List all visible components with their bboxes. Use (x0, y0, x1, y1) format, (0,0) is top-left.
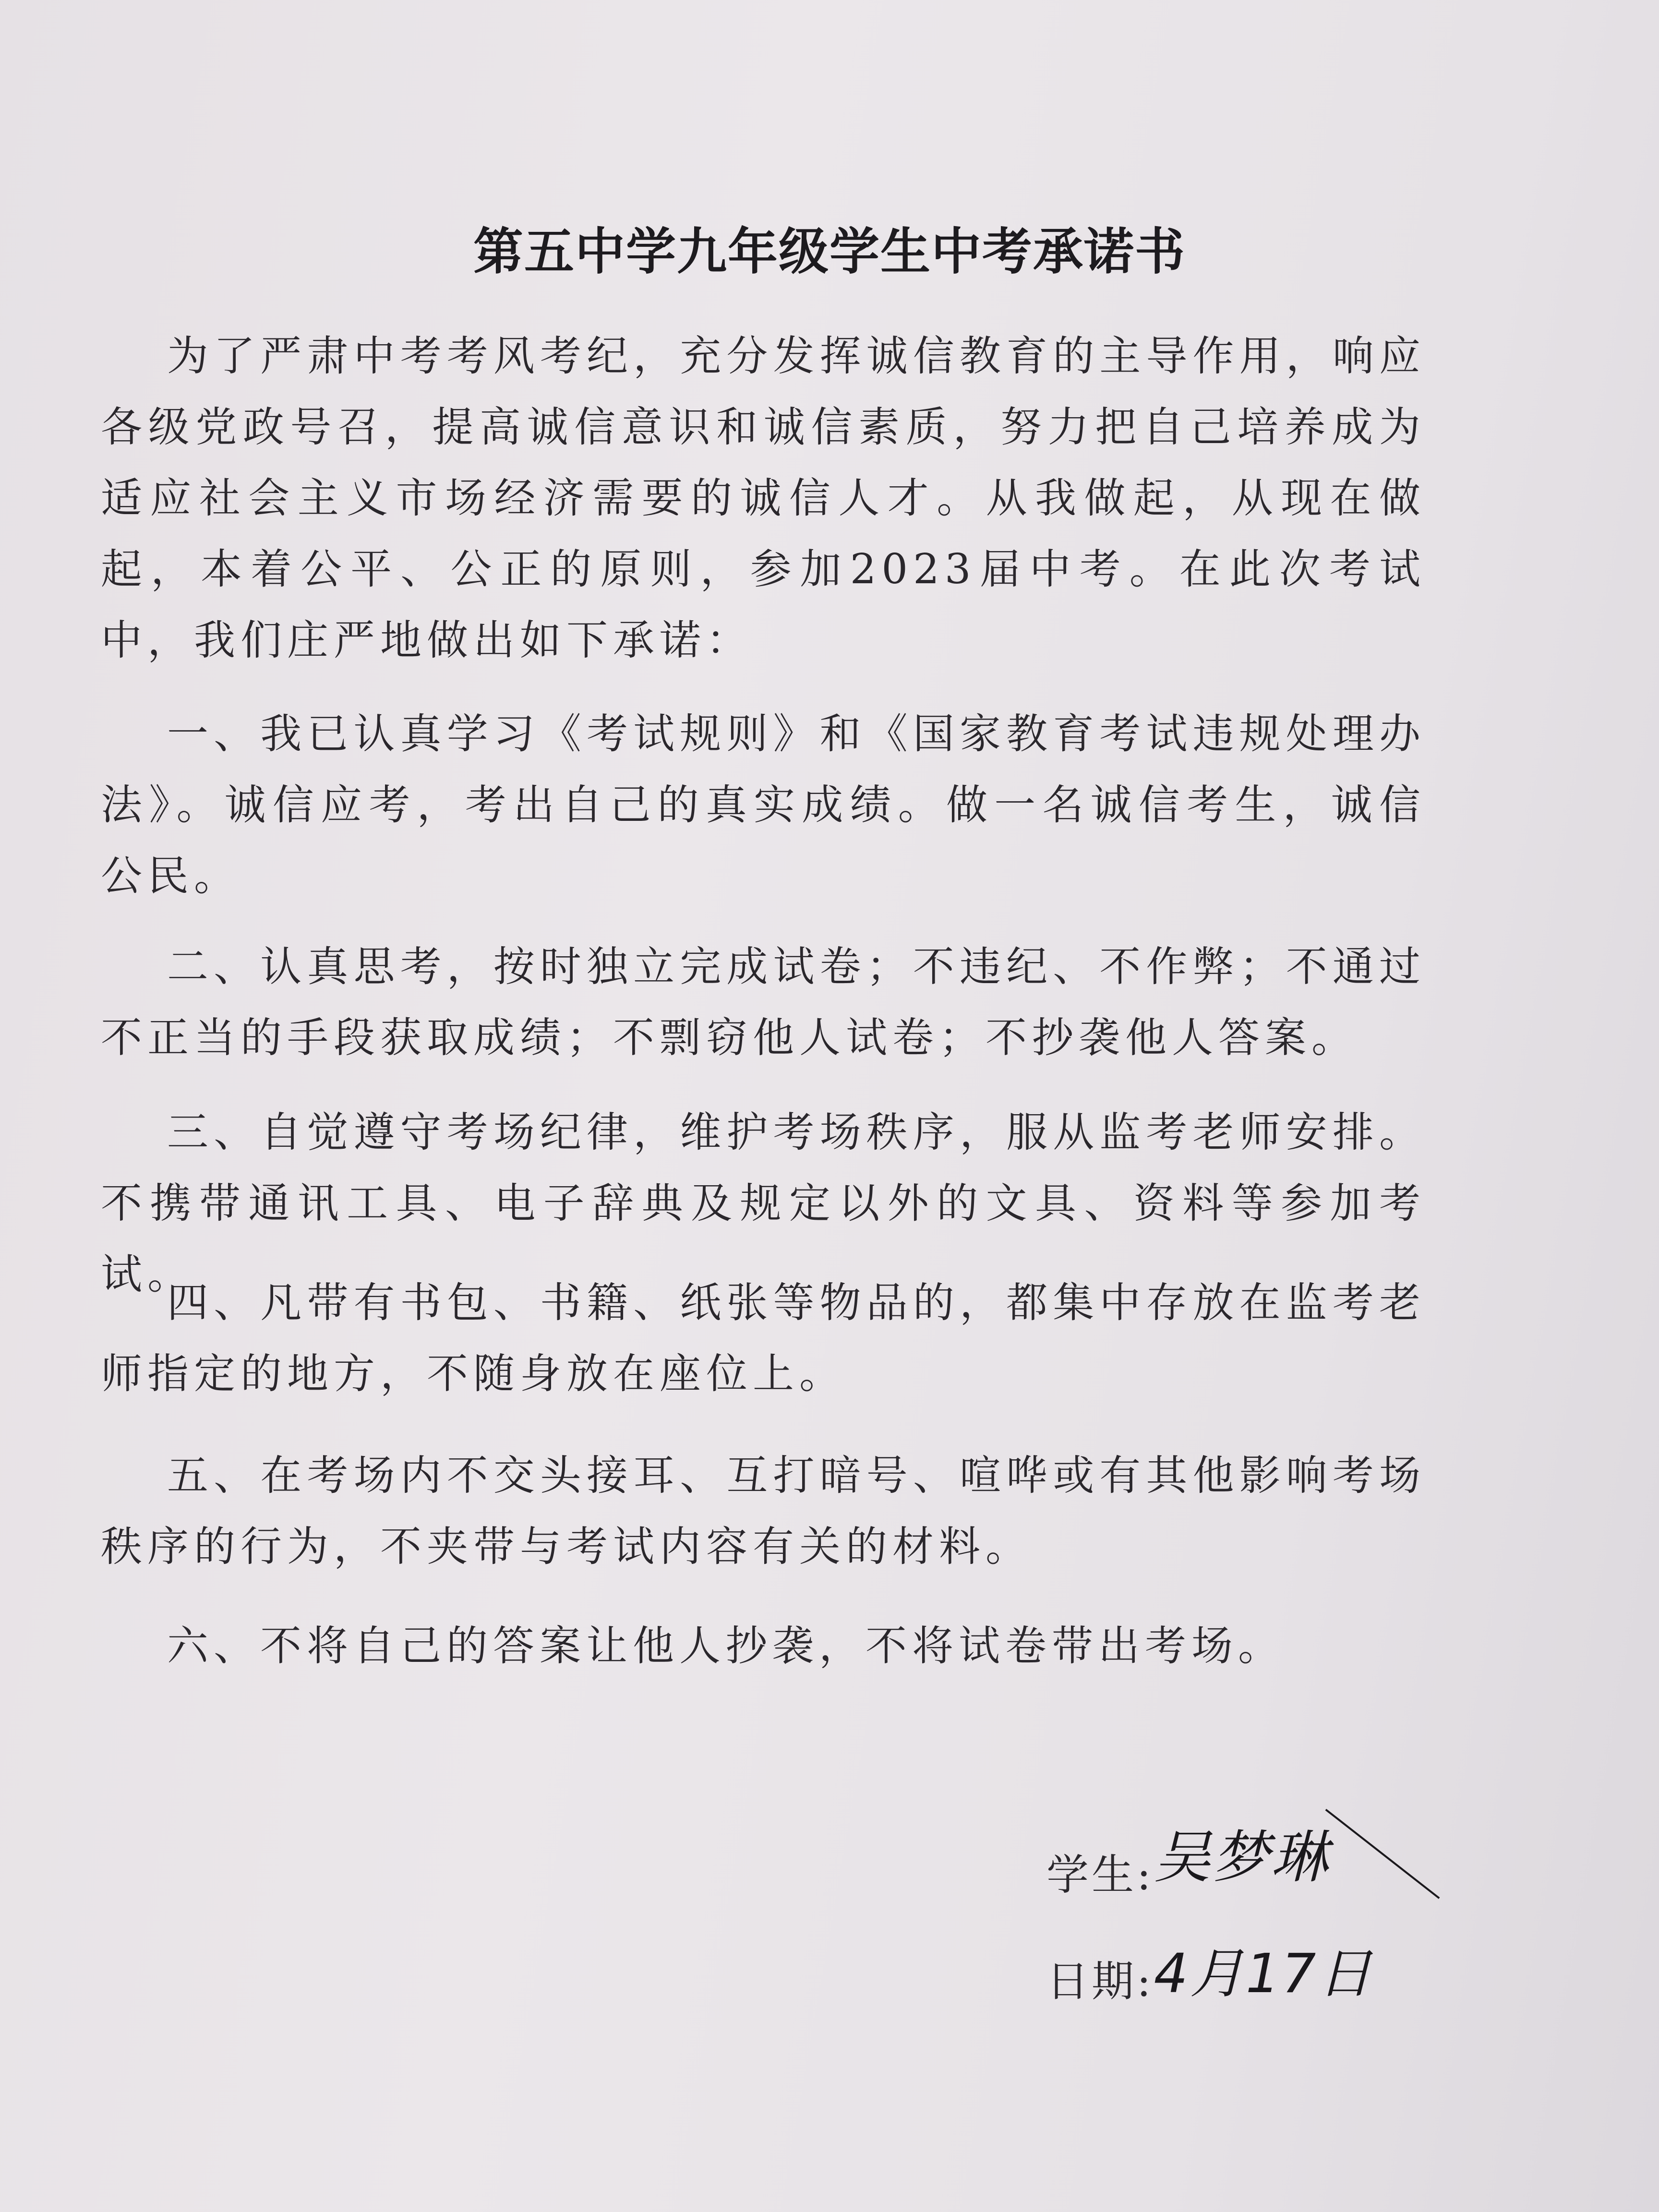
pledge-item-1: 一、我已认真学习《考试规则》和《国家教育考试违规处理办法》。诚信应考，考出自己的真实成绩。做一名诚信考生，诚信公民。 (101, 710, 1426, 900)
student-handwritten-name: 吴梦琳 (1154, 1824, 1330, 1890)
pledge-item-3: 三、自觉遵守考场纪律，维护考场秩序，服从监考老师安排。不携带通讯工具、电子辞典及规定以外的文具、资料等参加考试。 (101, 1108, 1426, 1298)
pledge-item-4: 四、凡带有书包、书籍、纸张等物品的，都集中存放在监考老师指定的地方，不随身放在座位上。 (101, 1279, 1426, 1398)
date-label: 日期: (1046, 1957, 1154, 2006)
pledge-item-5: 五、在考场内不交头接耳、互打暗号、喧哗或有其他影响考场秩序的行为，不夹带与考试内容有关的材料。 (101, 1452, 1426, 1571)
signature-flourish (1325, 1809, 1440, 1899)
student-label: 学生: (1046, 1850, 1154, 1899)
handwritten-date: 4月17日 (1154, 1943, 1374, 2005)
date-row (1046, 1935, 1373, 2012)
pledge-item-2: 二、认真思考，按时独立完成试卷；不违纪、不作弊；不通过不正当的手段获取成绩；不剽窃他人试卷；不抄袭他人答案。 (101, 943, 1426, 1062)
document-title: 第五中学九年级学生中考承诺书 (473, 222, 1186, 281)
intro-paragraph: 为了严肃中考考风考纪，充分发挥诚信教育的主导作用，响应各级党政号召，提高诚信意识和诚信素质，努力把自己培养成为适应社会主义市场经济需要的诚信人才。从我做起，从现在做起，本着公平、公正的原则，参加2023届中考。在此次考试中，我们庄严地做出如下承诺： (101, 332, 1426, 664)
student-signature-row (1046, 1824, 1330, 1906)
pledge-item-6: 六、不将自己的答案让他人抄袭，不将试卷带出考场。 (167, 1622, 1285, 1670)
